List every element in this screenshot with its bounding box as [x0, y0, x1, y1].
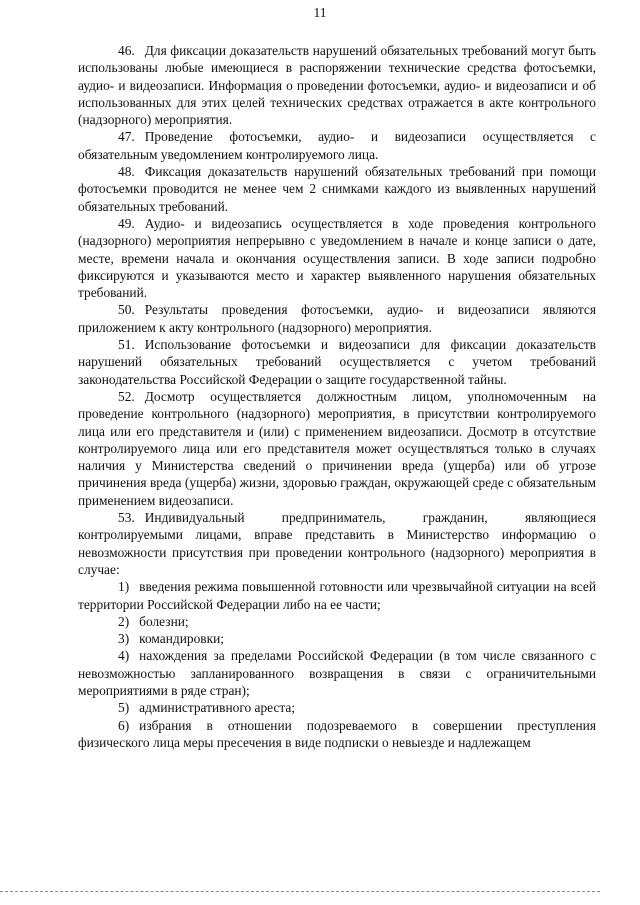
- list-item-number: 5): [118, 700, 130, 716]
- paragraph-46: [78, 42, 596, 128]
- paragraph-number: 46.: [118, 43, 135, 58]
- list-item-1: [78, 578, 596, 613]
- list-item-text: избрания в отношении подозреваемого в совершении преступления физического лица меры пресечения в виде подписки о невыезде и надлежащем: [78, 717, 596, 750]
- paragraph-text: Результаты проведения фотосъемки, аудио- и видеозаписи являются приложением к акту контрольного (надзорного) мероприятия.: [78, 302, 596, 335]
- paragraph-text: Проведение фотосъемки, аудио- и видеозаписи осуществляется с обязательным уведомлением контролируемого лица.: [78, 129, 596, 162]
- paragraph-text: Индивидуальный предприниматель, гражданин, являющиеся контролируемыми лицами, вправе представить в Министерство информацию о невозможности присутствия при проведении контрольного (надзорного) мероприятия в случае:: [78, 510, 596, 577]
- list-item-text: введения режима повышенной готовности или чрезвычайной ситуации на всей территории Российской Федерации либо на ее части;: [78, 579, 596, 612]
- page-number: 11: [313, 5, 327, 20]
- paragraph-number: 53.: [118, 510, 135, 526]
- paragraph-53: [78, 509, 596, 578]
- list-item-number: 3): [118, 631, 130, 647]
- paragraph-text: Для фиксации доказательств нарушений обязательных требований могут быть использованы любые имеющиеся в распоряжении технические средства фотосъемки, аудио- и видеозаписи. Информация о проведении фотосъемки, аудио- и видеозаписи и об использованных для этих целей технических средствах отражается в акте контрольного (надзорного) мероприятия.: [78, 43, 596, 128]
- list-item-text: нахождения за пределами Российской Федерации (в том числе связанного с невозможностью запланированного возвращения в связи с ограничительными мероприятиями в ряде стран);: [78, 648, 596, 698]
- list-item-text: командировки;: [139, 631, 224, 647]
- paragraph-text: Аудио- и видеозапись осуществляется в ходе проведения контрольного (надзорного) мероприятия непрерывно с уведомлением в начале и конце записи о дате, месте, времени начала и окончания осуществления записи. В ходе записи подробно фиксируются и указываются место и характер выявленного нарушения обязательных требований.: [78, 215, 596, 301]
- list-item-number: 2): [118, 613, 130, 629]
- paragraph-number: 49.: [118, 215, 135, 231]
- paragraph-text: Фиксация доказательств нарушений обязательных требований при помощи фотосъемки проводится не менее чем 2 снимками каждого из выявленных нарушений обязательных требований.: [78, 164, 596, 214]
- paragraph-50: [78, 301, 596, 336]
- paragraph-number: 51.: [118, 337, 135, 353]
- paragraph-52: [78, 388, 596, 509]
- paragraph-47: [78, 128, 596, 163]
- paragraph-number: 50.: [118, 302, 135, 318]
- list-item-number: 6): [118, 717, 130, 733]
- paragraph-49: [78, 215, 596, 301]
- list-item-2: [78, 613, 596, 630]
- list-item-6: [78, 717, 596, 752]
- document-body: [78, 42, 596, 751]
- paragraph-51: [78, 336, 596, 388]
- list-item-text: административного ареста;: [139, 700, 296, 716]
- list-item-3: [78, 630, 596, 647]
- list-item-5: [78, 699, 596, 716]
- paragraph-text: Использование фотосъемки и видеозаписи для фиксации доказательств нарушений обязательных требований осуществляется с учетом требований законодательства Российской Федерации о защите государственной тайны.: [78, 337, 596, 387]
- paragraph-number: 52.: [118, 388, 135, 404]
- paragraph-number: 47.: [118, 129, 135, 145]
- paragraph-text: Досмотр осуществляется должностным лицом, уполномоченным на проведение контрольного (надзорного) мероприятия, в присутствии контролируемого лица или его представителя и (или) с применением видеозаписи. Досмотр в отсутствие контролируемого лица или его представителя может осуществляться только в случаях наличия у Министерства сведений о причинении вреда (ущерба) или об угрозе причинения вреда (ущерба) жизни, здоровью граждан, окружающей среде с обязательным применением видеозаписи.: [78, 388, 596, 508]
- list-item-text: болезни;: [139, 613, 189, 629]
- list-item-number: 4): [118, 648, 130, 664]
- list-item-number: 1): [118, 579, 130, 595]
- paragraph-48: [78, 163, 596, 215]
- footer-divider: [0, 891, 600, 892]
- list-item-4: [78, 647, 596, 699]
- paragraph-number: 48.: [118, 164, 135, 180]
